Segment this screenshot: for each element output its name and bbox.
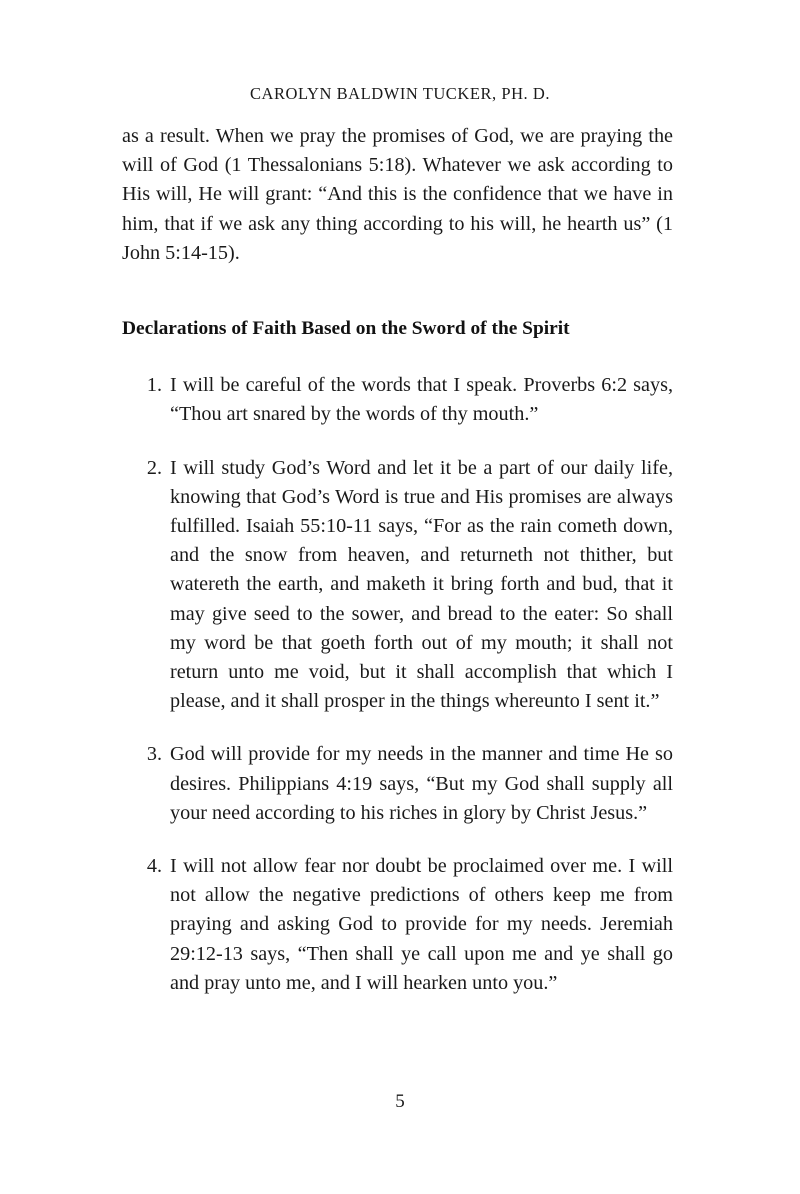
list-item-marker: 4. [146, 855, 162, 878]
body-paragraph: as a result. When we pray the promises of God, we are praying the will of God (1 Thessalonians 5:18). Whatever we ask according to His will, He will grant: “And this is the confidence that we have in him, that if we ask any thing according to his will, he hearth us” (1 John 5:14-15). [122, 125, 673, 264]
running-head: CAROLYN BALDWIN TUCKER, PH. D. [249, 84, 551, 103]
list-item [122, 371, 673, 429]
list-item-marker: 3. [146, 743, 162, 766]
declarations-list [122, 371, 673, 998]
list-item-text: I will not allow fear nor doubt be proclaimed over me. I will not allow the negative predictions of others keep me from praying and asking God to provide for my needs. Jeremiah 29:12-13 says, “Then shall ye call upon me and ye shall go and pray unto me, and I will hearken unto you.” [170, 855, 673, 994]
list-item-marker: 1. [146, 374, 162, 397]
list-item-text: I will be careful of the words that I speak. Proverbs 6:2 says, “Thou art snared by the words of thy mouth.” [170, 374, 673, 426]
list-item [122, 454, 673, 717]
list-item [122, 740, 673, 828]
list-item-text: God will provide for my needs in the manner and time He so desires. Philippians 4:19 says, “But my God shall supply all your need according to his riches in glory by Christ Jesus.” [170, 743, 673, 824]
list-item-text: I will study God’s Word and let it be a part of our daily life, knowing that God’s Word is true and His promises are always fulfilled. Isaiah 55:10-11 says, “For as the rain cometh down, and the snow from heaven, and returneth not thither, but watereth the earth, and maketh it bring forth and bud, that it may give seed to the sower, and bread to the eater: So shall my word be that goeth forth out of my mouth; it shall not return unto me void, but it shall accomplish that which I please, and it shall prosper in the things whereunto I sent it.” [170, 456, 673, 713]
list-item-marker: 2. [146, 456, 162, 479]
section-heading: Declarations of Faith Based on the Sword of the Spirit [122, 318, 570, 340]
text-column [122, 122, 673, 998]
page-number: 5 [395, 1091, 405, 1112]
list-item [122, 852, 673, 998]
